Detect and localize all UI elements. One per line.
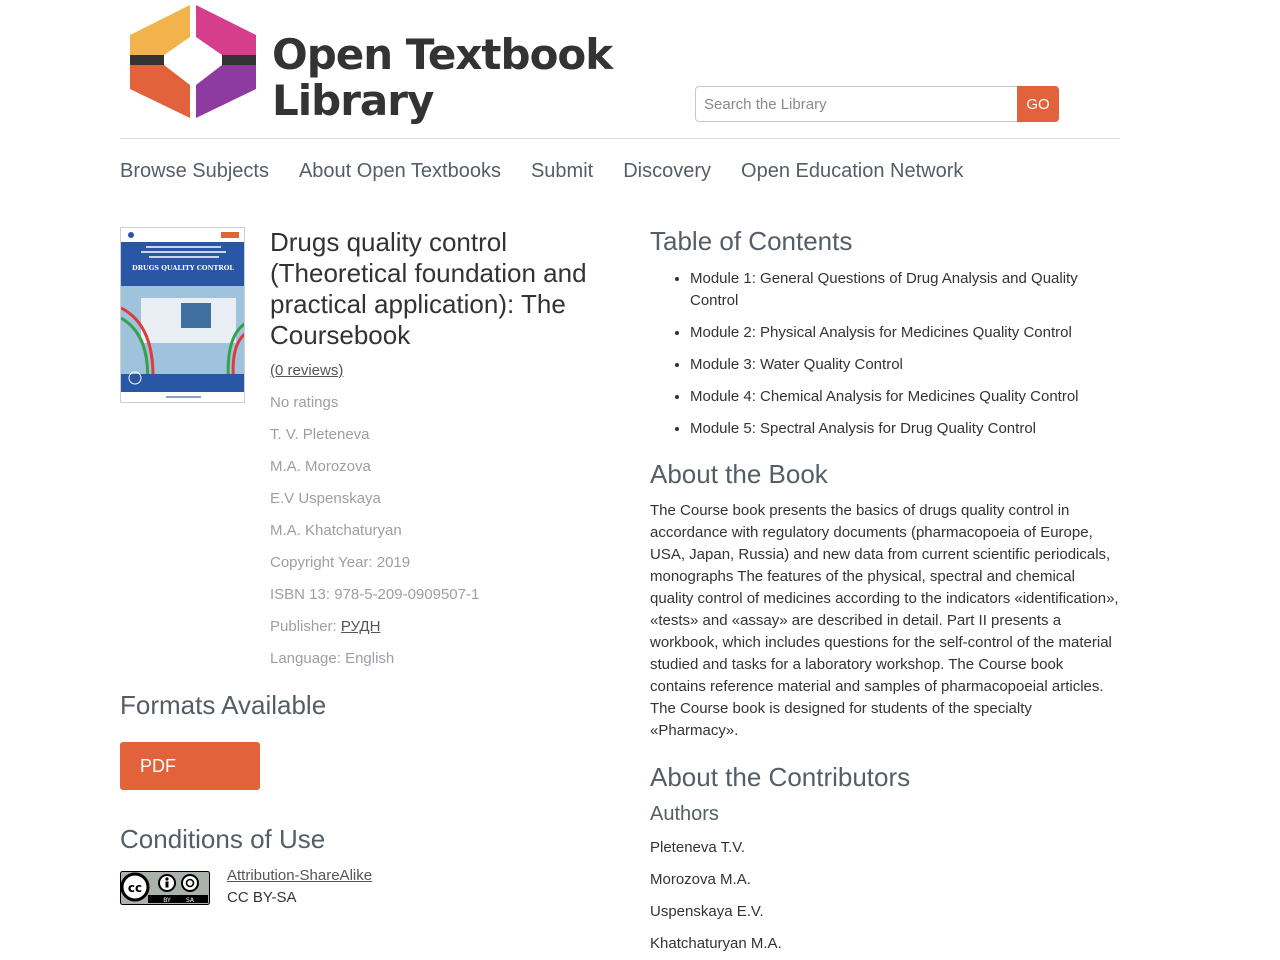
toc-item: • Module 3: Water Quality Control — [690, 354, 1120, 376]
book-cover-image — [121, 228, 245, 403]
language: Language: English — [270, 650, 395, 667]
publisher-row — [270, 618, 610, 635]
book-cover — [120, 227, 245, 403]
nav-browse-subjects[interactable]: Browse Subjects — [120, 160, 269, 182]
search-form — [695, 86, 1059, 122]
formats-heading: Formats Available — [120, 690, 327, 720]
contributor-author-3: Uspenskaya E.V. — [650, 903, 764, 920]
license-link[interactable]: Attribution-ShareAlike — [227, 867, 373, 884]
svg-text:BY: BY — [163, 897, 171, 904]
nav-submit[interactable]: Submit — [530, 160, 594, 182]
toc-item: • Module 4: Chemical Analysis for Medicines Quality Control — [690, 386, 1120, 408]
cover-title-text: DRUGS QUALITY CONTROL — [132, 264, 234, 272]
toc-list — [650, 268, 1120, 450]
copyright-year: Copyright Year: 2019 — [270, 554, 411, 571]
logo-wordmark[interactable] — [272, 32, 612, 124]
author-4: M.A. Khatchaturyan — [270, 522, 402, 539]
nav-open-education-network[interactable]: Open Education Network — [741, 160, 964, 182]
nav-about-open-textbooks[interactable]: About Open Textbooks — [298, 160, 501, 182]
svg-text:SA: SA — [185, 897, 195, 904]
contributors-heading: About the Contributors — [650, 762, 911, 792]
contributor-author-1: Pleteneva T.V. — [650, 839, 746, 856]
toc-item: • Module 2: Physical Analysis for Medicines Quality Control — [690, 322, 1120, 344]
license-code: CC BY-SA — [227, 889, 297, 906]
author-2: M.A. Morozova — [270, 458, 371, 475]
logo-line-2: Library — [272, 76, 434, 125]
main-nav — [120, 160, 963, 183]
about-book-text: The Course book presents the basics of drugs quality control in accordance with regulatory documents (pharmacopoeia of Europe, USA, Japan, Russia) and new data from current scientific periodicals, monographs The features of the physical, spectral and chemical quality control of medicines according to the indicators «identification», «tests» and «assay» are described in detail. Part II presents a workbook, which includes questions for the self-control of the material studied and tasks for a laboratory workshop. The Course book contains reference material and samples of pharmacopoeial articles. The Course book is designed for students of the specialty «Pharmacy». — [650, 502, 1119, 739]
reviews-link[interactable]: (0 reviews) — [270, 362, 344, 379]
logo-line-1: Open Textbook — [272, 30, 613, 79]
isbn: ISBN 13: 978-5-209-0909507-1 — [270, 586, 480, 603]
conditions-heading: Conditions of Use — [120, 824, 326, 854]
contributor-author-2: Morozova M.A. — [650, 871, 751, 888]
svg-text:cc: cc — [127, 881, 143, 895]
reviews-row — [270, 362, 610, 379]
contributor-author-4: Khatchaturyan M.A. — [650, 935, 782, 952]
author-3: E.V Uspenskaya — [270, 490, 381, 507]
search-go-button[interactable]: GO — [1017, 86, 1059, 122]
page — [120, 0, 1120, 960]
pdf-download-button[interactable]: PDF — [120, 742, 260, 790]
search-input[interactable] — [695, 86, 1017, 122]
cc-by-sa-badge-icon[interactable] — [120, 871, 210, 905]
book-title: Drugs quality control (Theoretical foundation and practical application): The Coursebook — [270, 227, 587, 350]
toc-item: • Module 5: Spectral Analysis for Drug Quality Control — [690, 418, 1120, 440]
toc-item: • Module 1: General Questions of Drug Analysis and Quality Control — [690, 268, 1120, 312]
open-textbook-library-logo-icon[interactable] — [130, 5, 256, 118]
toc-heading: Table of Contents — [650, 226, 853, 256]
about-book-heading: About the Book — [650, 459, 828, 489]
publisher-label: Publisher: — [270, 618, 341, 635]
header-divider — [120, 138, 1120, 139]
publisher-link[interactable]: РУДН — [340, 618, 381, 635]
nav-discovery[interactable]: Discovery — [623, 160, 712, 182]
ratings-text: No ratings — [270, 394, 339, 411]
authors-subheading: Authors — [650, 803, 719, 825]
author-1: T. V. Pleteneva — [270, 426, 370, 443]
